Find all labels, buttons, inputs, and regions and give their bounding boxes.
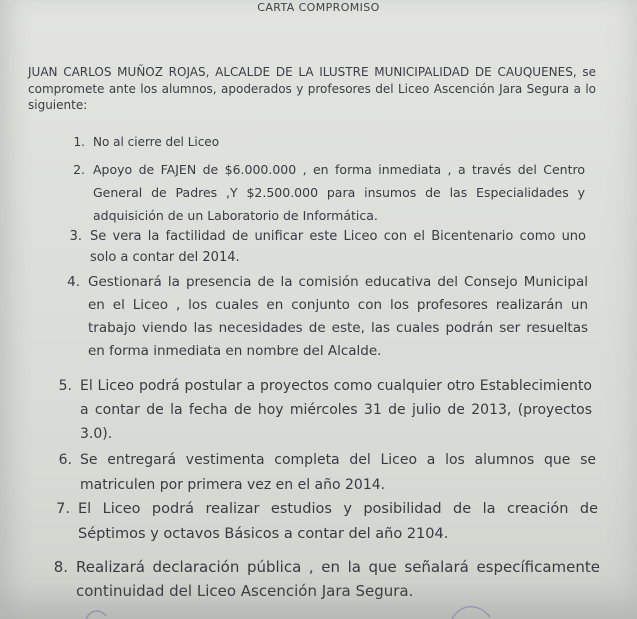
- list-item-text: No al cierre del Liceo: [93, 135, 220, 149]
- list-item-text: Gestionará la presencia de la comisión educativa del Consejo Municipal en el Liceo , los cuales en conjunto con los profesores realizarán un trabajo viendo las necesidades de este, las cuales podrán ser resueltas en forma inmediata en nombre del Alcalde.: [88, 274, 588, 359]
- list-item: [38, 497, 598, 547]
- list-item-text: Apoyo de FAJEN de $6.000.000 , en forma inmediata , a través del Centro General de Padres ,Y $2.500.000 para insumos de las Especialidades y adquisición de un Laboratorio de Informática.: [93, 162, 585, 223]
- list-item-number: 4.: [67, 274, 80, 290]
- list-item-text: El Liceo podrá postular a proyectos como cualquier otro Establecimiento a contar de la fecha de hoy miércoles 31 de julio de 2013, (proyectos 3.0).: [80, 378, 592, 442]
- list-item: [36, 555, 600, 603]
- list-item: [52, 226, 586, 268]
- list-item-number: 6.: [58, 452, 72, 468]
- list-item-text: Se vera la factilidad de unificar este Liceo con el Bicentenario como uno solo a contar del 2014.: [90, 229, 586, 265]
- list-item-number: 8.: [53, 558, 68, 576]
- document-title: CARTA COMPROMISO: [257, 1, 380, 14]
- intro-paragraph: JUAN CARLOS MUÑOZ ROJAS, ALCALDE DE LA ILUSTRE MUNICIPALIDAD DE CAUQUENES, se compromete ante los alumnos, apoderados y profesores del Liceo Ascención Jara Segura a lo siguiente:: [28, 65, 596, 112]
- list-item: [55, 134, 585, 151]
- list-item: [55, 158, 585, 227]
- list-item: [48, 271, 588, 363]
- list-item-number: 1.: [73, 135, 85, 149]
- list-item-text: Realizará declaración pública , en la que señalará específicamente continuidad del Liceo Ascención Jara Segura.: [76, 558, 600, 600]
- list-item-number: 2.: [73, 162, 85, 177]
- list-item-number: 3.: [69, 229, 82, 244]
- list-item-text: Se entregará vestimenta completa del Liceo a los alumnos que se matriculen por primera vez en el año 2014.: [80, 452, 596, 493]
- list-item: [40, 448, 596, 498]
- list-item-text: El Liceo podrá realizar estudios y posibilidad de la creación de Séptimos y octavos Básicos a contar del año 2104.: [78, 501, 598, 542]
- list-item-number: 7.: [56, 501, 70, 517]
- list-item-number: 5.: [58, 378, 72, 394]
- list-item: [44, 374, 592, 446]
